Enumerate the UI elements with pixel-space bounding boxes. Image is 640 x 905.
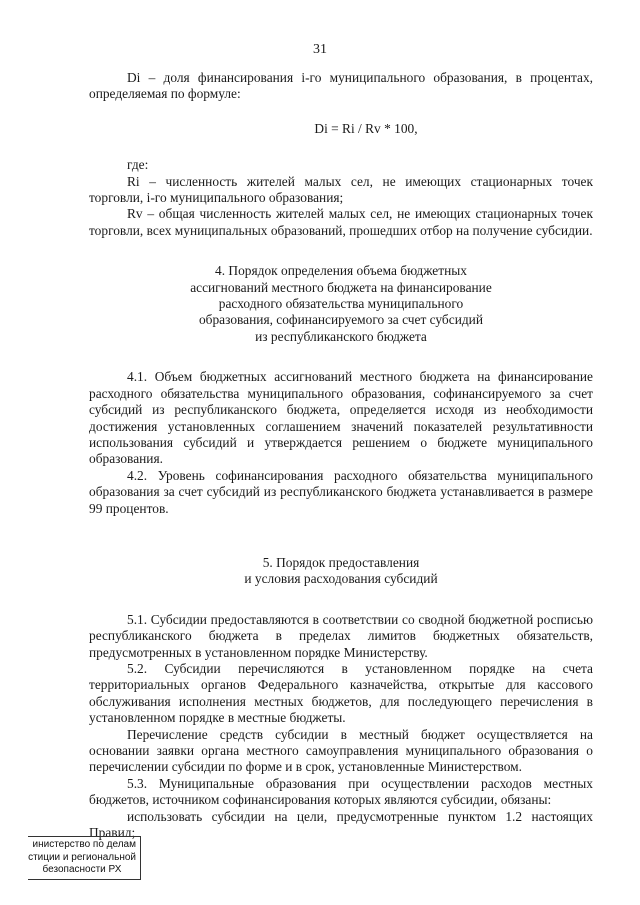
section-4-heading-line: 4. Порядок определения объема бюджетных bbox=[215, 263, 467, 279]
paragraph-obligation: использовать субсидии на цели, предусмотренные пунктом 1.2 настоящих Правил; bbox=[89, 808, 593, 841]
section-5-heading-line: 5. Порядок предоставления bbox=[262, 554, 420, 570]
definition-paragraph: Di – доля финансирования i-го муниципального образования, в процентах, определяемая по формуле: bbox=[89, 70, 593, 102]
paragraph-4-2: 4.2. Уровень софинансирования расходного обязательства муниципального образования за счет субсидий из республиканского бюджета устанавливается в размере 99 процентов. bbox=[89, 467, 593, 516]
section-5-heading-line: и условия расходования субсидий bbox=[244, 571, 438, 587]
stamp-line: стиции и региональной bbox=[28, 851, 136, 863]
ri-definition: Ri – численность жителей малых сел, не имеющих стационарных точек торговли, i-го муниципального образования; bbox=[89, 173, 593, 206]
where-label: где: bbox=[127, 157, 149, 173]
rv-definition: Rv – общая численность жителей малых сел, не имеющих стационарных точек торговли, всех муниципальных образований, прошедших отбор на получение субсидии. bbox=[89, 206, 593, 238]
section-4-heading-line: расходного обязательства муниципального bbox=[218, 296, 464, 312]
section-4-heading-line: ассигнований местного бюджета на финансирование bbox=[190, 279, 492, 295]
stamp-line: инистерство по делам bbox=[32, 839, 136, 850]
section-4-heading-line: образования, софинансируемого за счет субсидий bbox=[198, 312, 484, 328]
ministry-stamp bbox=[28, 836, 141, 880]
document-body bbox=[89, 70, 593, 841]
stamp-line: безопасности РХ bbox=[42, 864, 122, 875]
section-4-heading bbox=[89, 263, 593, 345]
paragraph-transfer: Перечисление средств субсидии в местный бюджет осуществляется на основании заявки органа местного самоуправления муниципального образования о перечислении субсидии по форме и в срок, установленные Министерством. bbox=[89, 726, 593, 775]
paragraph-5-1: 5.1. Субсидии предоставляются в соответствии со сводной бюджетной росписью республиканского бюджета в пределах лимитов бюджетных обязательств, предусмотренных в установленном порядке Министерству. bbox=[89, 611, 593, 660]
section-5-heading bbox=[89, 555, 593, 588]
formula: Di = Ri / Rv * 100, bbox=[314, 120, 418, 136]
paragraph-5-2: 5.2. Субсидии перечисляются в установленном порядке на счета территориальных органов Федерального казначейства, открытые для кассового обслуживания исполнения местных бюджетов, для последующего перечисления в установленном порядке в местные бюджеты. bbox=[89, 660, 593, 726]
paragraph-5-3: 5.3. Муниципальные образования при осуществлении расходов местных бюджетов, источником софинансирования которых являются субсидии, обязаны: bbox=[89, 775, 593, 808]
section-4-heading-line: из республиканского бюджета bbox=[255, 328, 427, 344]
paragraph-4-1: 4.1. Объем бюджетных ассигнований местного бюджета на финансирование расходного обязательства муниципального образования, софинансируемого за счет субсидий из республиканского бюджета, определяется исходя из необходимости достижения установленных соглашением значений показателей результативности использования субсидий и утверждается решением о бюджете муниципального образования. bbox=[89, 369, 593, 467]
page-number: 31 bbox=[313, 42, 327, 57]
